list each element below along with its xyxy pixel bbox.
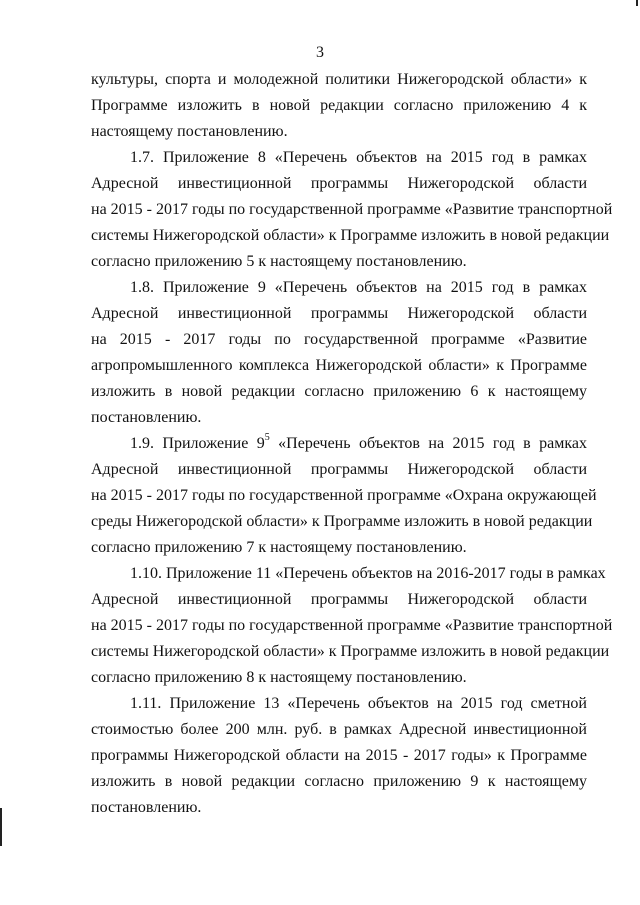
text-line: согласно приложению 8 к настоящему постановлению. — [91, 669, 467, 686]
text-line: агропромышленного комплекса Нижегородской области» к Программе — [91, 357, 587, 374]
text-line: на 2015 - 2017 годы по государственной программе «Развитие транспортной — [91, 617, 613, 634]
page-number: 3 — [316, 44, 324, 61]
text-fragment: «Перечень объектов на 2015 год в рамках — [269, 435, 588, 452]
text-line: Программе изложить в новой редакции согласно приложению 4 к — [91, 97, 587, 114]
text-line: 1.7. Приложение 8 «Перечень объектов на 2015 год в рамках — [130, 149, 587, 166]
text-line: системы Нижегородской области» к Программе изложить в новой редакции — [91, 227, 610, 244]
text-line: на 2015 - 2017 годы по государственной программе «Развитие транспортной — [91, 201, 613, 218]
text-line: 1.8. Приложение 9 «Перечень объектов на 2015 год в рамках — [130, 279, 587, 296]
text-line: на 2015 - 2017 годы по государственной программе «Развитие — [91, 331, 587, 348]
text-fragment: 1.9. Приложение 9 — [130, 435, 265, 452]
text-line: программы Нижегородской области на 2015 - 2017 годы» к Программе — [91, 747, 587, 764]
text-line: 1.11. Приложение 13 «Перечень объектов на 2015 год сметной — [130, 695, 587, 712]
text-line: Адресной инвестиционной программы Нижегородской области — [91, 461, 587, 478]
superscript: 5 — [264, 431, 270, 443]
text-line: на 2015 - 2017 годы по государственной программе «Охрана окружающей — [91, 487, 597, 504]
text-line: постановлению. — [91, 409, 202, 426]
scan-edge-mark — [636, 0, 638, 6]
text-line: 1.10. Приложение 11 «Перечень объектов на 2016-2017 годы в рамках — [130, 565, 606, 582]
text-line: культуры, спорта и молодежной политики Нижегородской области» к — [91, 71, 587, 88]
text-line: Адресной инвестиционной программы Нижегородской области — [91, 305, 587, 322]
scan-edge-mark — [0, 808, 2, 846]
text-line: изложить в новой редакции согласно приложению 9 к настоящему — [91, 773, 587, 790]
text-line: Адресной инвестиционной программы Нижегородской области — [91, 591, 587, 608]
text-line: согласно приложению 5 к настоящему постановлению. — [91, 253, 467, 270]
text-line — [130, 431, 587, 457]
text-line: согласно приложению 7 к настоящему постановлению. — [91, 539, 467, 556]
text-line: стоимостью более 200 млн. руб. в рамках Адресной инвестиционной — [91, 721, 587, 738]
text-line: настоящему постановлению. — [91, 123, 288, 140]
text-line: среды Нижегородской области» к Программе изложить в новой редакции — [91, 513, 593, 530]
text-line: Адресной инвестиционной программы Нижегородской области — [91, 175, 587, 192]
text-line: системы Нижегородской области» к Программе изложить в новой редакции — [91, 643, 610, 660]
text-line: изложить в новой редакции согласно приложению 6 к настоящему — [91, 383, 587, 400]
text-line: постановлению. — [91, 799, 202, 816]
